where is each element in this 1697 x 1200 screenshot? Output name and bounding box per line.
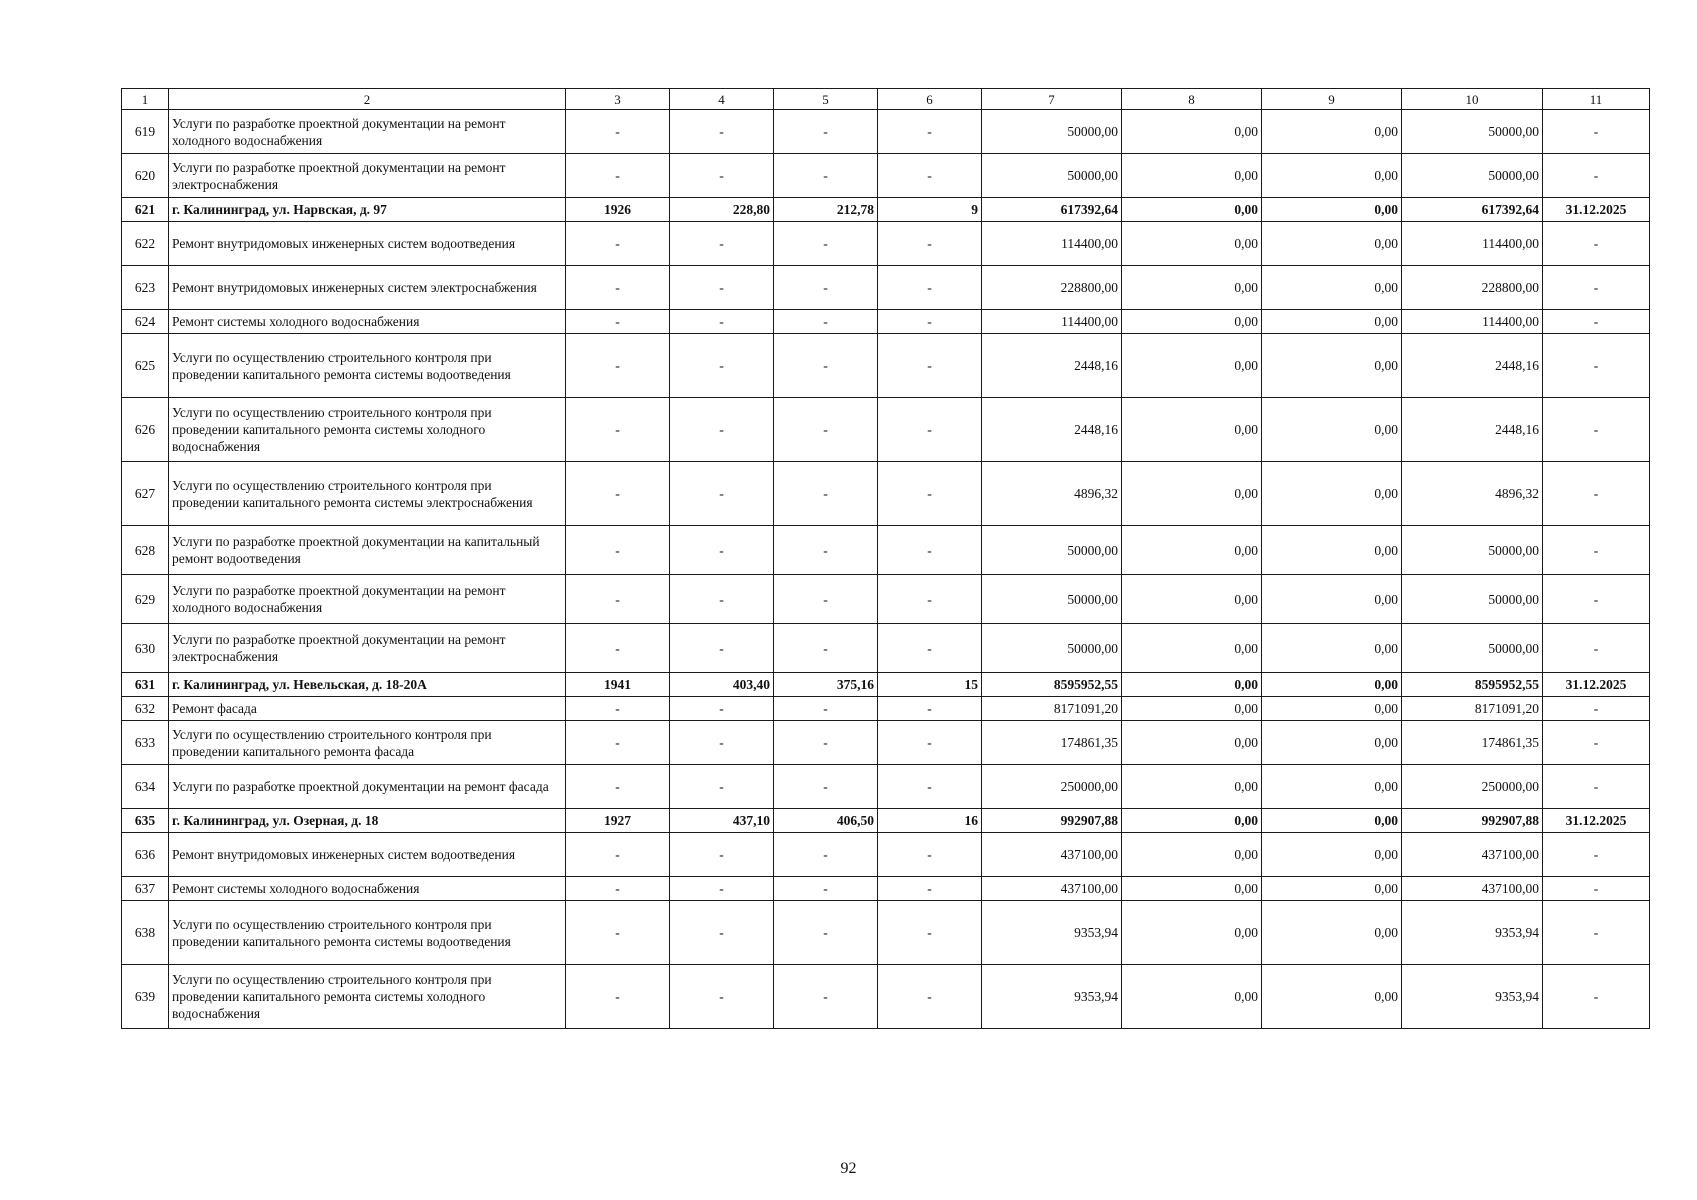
cell-col4: 403,40 <box>670 673 774 697</box>
cell-col7: 50000,00 <box>982 624 1122 673</box>
table-row <box>122 334 1650 398</box>
cell-col5: - <box>774 266 878 310</box>
cell-col3: - <box>566 266 670 310</box>
cell-col3: - <box>566 575 670 624</box>
cell-col5: - <box>774 110 878 154</box>
col-header-11: 11 <box>1543 89 1650 110</box>
row-number: 626 <box>122 398 169 462</box>
col-header-5: 5 <box>774 89 878 110</box>
cell-col11: - <box>1543 110 1650 154</box>
work-name: Услуги по осуществлению строительного контроля при проведении капитального ремонта системы холодного водоснабжения <box>169 398 566 462</box>
cell-col6: - <box>878 222 982 266</box>
cell-col7: 228800,00 <box>982 266 1122 310</box>
cell-col3: 1926 <box>566 198 670 222</box>
table-body <box>122 110 1650 1029</box>
cell-col6: - <box>878 462 982 526</box>
cell-col9: 0,00 <box>1262 334 1402 398</box>
cell-col5: - <box>774 222 878 266</box>
cell-col3: - <box>566 110 670 154</box>
cell-col4: - <box>670 110 774 154</box>
cell-col3: - <box>566 624 670 673</box>
cell-col3: - <box>566 154 670 198</box>
column-number-row <box>122 89 1650 110</box>
cell-col3: - <box>566 526 670 575</box>
cell-col9: 0,00 <box>1262 833 1402 877</box>
cell-col7: 2448,16 <box>982 398 1122 462</box>
work-name: Ремонт системы холодного водоснабжения <box>169 310 566 334</box>
cell-col11: - <box>1543 901 1650 965</box>
cell-col9: 0,00 <box>1262 765 1402 809</box>
cell-col6: - <box>878 833 982 877</box>
table-row <box>122 877 1650 901</box>
work-name: Услуги по осуществлению строительного контроля при проведении капитального ремонта системы электроснабжения <box>169 462 566 526</box>
page-number: 92 <box>840 1160 857 1177</box>
cell-col10: 8595952,55 <box>1402 673 1543 697</box>
cell-col3: - <box>566 462 670 526</box>
cell-col5: - <box>774 462 878 526</box>
cell-col10: 50000,00 <box>1402 110 1543 154</box>
cell-col7: 114400,00 <box>982 222 1122 266</box>
row-number: 633 <box>122 721 169 765</box>
col-header-3: 3 <box>566 89 670 110</box>
cell-col6: - <box>878 575 982 624</box>
table-row <box>122 310 1650 334</box>
cell-col9: 0,00 <box>1262 198 1402 222</box>
cell-col5: - <box>774 575 878 624</box>
work-name: Услуги по осуществлению строительного контроля при проведении капитального ремонта системы водоотведения <box>169 334 566 398</box>
cell-col9: 0,00 <box>1262 697 1402 721</box>
cell-col5: - <box>774 154 878 198</box>
cell-col7: 4896,32 <box>982 462 1122 526</box>
cell-col3: - <box>566 398 670 462</box>
table-row <box>122 624 1650 673</box>
cell-col3: - <box>566 721 670 765</box>
work-name: г. Калининград, ул. Озерная, д. 18 <box>169 809 566 833</box>
cell-col9: 0,00 <box>1262 809 1402 833</box>
table-row <box>122 526 1650 575</box>
cell-col7: 9353,94 <box>982 901 1122 965</box>
col-header-2: 2 <box>169 89 566 110</box>
cell-col3: - <box>566 965 670 1029</box>
cell-col9: 0,00 <box>1262 154 1402 198</box>
cell-col7: 50000,00 <box>982 526 1122 575</box>
cell-col5: - <box>774 901 878 965</box>
cell-col10: 50000,00 <box>1402 624 1543 673</box>
row-number: 632 <box>122 697 169 721</box>
cell-col11: - <box>1543 877 1650 901</box>
work-name: Ремонт внутридомовых инженерных систем водоотведения <box>169 222 566 266</box>
table-row <box>122 398 1650 462</box>
cell-col10: 2448,16 <box>1402 398 1543 462</box>
cell-col4: - <box>670 624 774 673</box>
cell-col10: 992907,88 <box>1402 809 1543 833</box>
cell-col7: 8171091,20 <box>982 697 1122 721</box>
cell-col7: 437100,00 <box>982 833 1122 877</box>
row-number: 630 <box>122 624 169 673</box>
cell-col8: 0,00 <box>1122 673 1262 697</box>
table-row <box>122 575 1650 624</box>
table-row <box>122 697 1650 721</box>
cell-col11: - <box>1543 154 1650 198</box>
row-number: 627 <box>122 462 169 526</box>
cell-col3: 1941 <box>566 673 670 697</box>
cell-col10: 228800,00 <box>1402 266 1543 310</box>
work-name: Услуги по разработке проектной документации на ремонт фасада <box>169 765 566 809</box>
cell-col7: 9353,94 <box>982 965 1122 1029</box>
work-name: Услуги по разработке проектной документации на ремонт холодного водоснабжения <box>169 575 566 624</box>
row-number: 639 <box>122 965 169 1029</box>
table-row <box>122 833 1650 877</box>
cell-col10: 437100,00 <box>1402 833 1543 877</box>
cell-col8: 0,00 <box>1122 266 1262 310</box>
cell-col9: 0,00 <box>1262 310 1402 334</box>
cell-col8: 0,00 <box>1122 110 1262 154</box>
row-number: 629 <box>122 575 169 624</box>
cell-col8: 0,00 <box>1122 965 1262 1029</box>
cell-col9: 0,00 <box>1262 222 1402 266</box>
cell-col11: - <box>1543 222 1650 266</box>
cell-col10: 437100,00 <box>1402 877 1543 901</box>
cell-col8: 0,00 <box>1122 765 1262 809</box>
cell-col3: - <box>566 765 670 809</box>
cell-col11: 31.12.2025 <box>1543 809 1650 833</box>
cell-col10: 8171091,20 <box>1402 697 1543 721</box>
cell-col6: - <box>878 110 982 154</box>
row-number: 637 <box>122 877 169 901</box>
cell-col11: - <box>1543 398 1650 462</box>
cell-col8: 0,00 <box>1122 809 1262 833</box>
cell-col3: 1927 <box>566 809 670 833</box>
cell-col8: 0,00 <box>1122 462 1262 526</box>
cell-col4: - <box>670 901 774 965</box>
cell-col5: - <box>774 877 878 901</box>
cell-col11: - <box>1543 526 1650 575</box>
cell-col11: - <box>1543 965 1650 1029</box>
cell-col10: 50000,00 <box>1402 575 1543 624</box>
cell-col7: 50000,00 <box>982 110 1122 154</box>
cell-col4: - <box>670 877 774 901</box>
row-number: 631 <box>122 673 169 697</box>
cell-col6: 16 <box>878 809 982 833</box>
table-row-address <box>122 673 1650 697</box>
work-name: г. Калининград, ул. Нарвская, д. 97 <box>169 198 566 222</box>
cell-col11: - <box>1543 462 1650 526</box>
cell-col10: 617392,64 <box>1402 198 1543 222</box>
cell-col4: - <box>670 462 774 526</box>
cell-col7: 992907,88 <box>982 809 1122 833</box>
cell-col5: - <box>774 965 878 1029</box>
col-header-7: 7 <box>982 89 1122 110</box>
cell-col7: 250000,00 <box>982 765 1122 809</box>
cell-col9: 0,00 <box>1262 721 1402 765</box>
cell-col6: - <box>878 721 982 765</box>
cell-col11: 31.12.2025 <box>1543 673 1650 697</box>
cell-col9: 0,00 <box>1262 462 1402 526</box>
row-number: 636 <box>122 833 169 877</box>
cell-col8: 0,00 <box>1122 198 1262 222</box>
col-header-6: 6 <box>878 89 982 110</box>
cell-col10: 9353,94 <box>1402 965 1543 1029</box>
cell-col9: 0,00 <box>1262 965 1402 1029</box>
work-name: Ремонт фасада <box>169 697 566 721</box>
work-name: Услуги по осуществлению строительного контроля при проведении капитального ремонта фасада <box>169 721 566 765</box>
cell-col11: - <box>1543 833 1650 877</box>
cell-col11: - <box>1543 765 1650 809</box>
cell-col5: - <box>774 721 878 765</box>
cell-col5: - <box>774 624 878 673</box>
cell-col4: - <box>670 398 774 462</box>
cell-col11: - <box>1543 334 1650 398</box>
cell-col9: 0,00 <box>1262 110 1402 154</box>
cell-col10: 4896,32 <box>1402 462 1543 526</box>
cell-col4: - <box>670 154 774 198</box>
cell-col11: - <box>1543 266 1650 310</box>
cell-col8: 0,00 <box>1122 575 1262 624</box>
cell-col4: 228,80 <box>670 198 774 222</box>
cell-col4: - <box>670 965 774 1029</box>
cell-col8: 0,00 <box>1122 398 1262 462</box>
cell-col5: - <box>774 765 878 809</box>
row-number: 638 <box>122 901 169 965</box>
row-number: 621 <box>122 198 169 222</box>
cell-col6: - <box>878 877 982 901</box>
cell-col10: 250000,00 <box>1402 765 1543 809</box>
cell-col11: - <box>1543 624 1650 673</box>
work-name: Услуги по разработке проектной документации на ремонт электроснабжения <box>169 154 566 198</box>
col-header-8: 8 <box>1122 89 1262 110</box>
cell-col7: 50000,00 <box>982 575 1122 624</box>
cell-col8: 0,00 <box>1122 833 1262 877</box>
row-number: 628 <box>122 526 169 575</box>
cell-col6: - <box>878 154 982 198</box>
cell-col3: - <box>566 222 670 266</box>
row-number: 622 <box>122 222 169 266</box>
table-row <box>122 721 1650 765</box>
cell-col6: 15 <box>878 673 982 697</box>
cell-col8: 0,00 <box>1122 222 1262 266</box>
cell-col10: 2448,16 <box>1402 334 1543 398</box>
cell-col6: - <box>878 965 982 1029</box>
cell-col9: 0,00 <box>1262 624 1402 673</box>
cell-col9: 0,00 <box>1262 673 1402 697</box>
row-number: 620 <box>122 154 169 198</box>
cell-col11: - <box>1543 697 1650 721</box>
col-header-1: 1 <box>122 89 169 110</box>
cell-col3: - <box>566 901 670 965</box>
work-name: Услуги по разработке проектной документации на ремонт холодного водоснабжения <box>169 110 566 154</box>
cell-col4: - <box>670 833 774 877</box>
cell-col8: 0,00 <box>1122 721 1262 765</box>
cell-col6: - <box>878 901 982 965</box>
work-name: Услуги по осуществлению строительного контроля при проведении капитального ремонта системы холодного водоснабжения <box>169 965 566 1029</box>
cell-col7: 174861,35 <box>982 721 1122 765</box>
cell-col4: - <box>670 266 774 310</box>
cell-col6: - <box>878 266 982 310</box>
work-name: Услуги по осуществлению строительного контроля при проведении капитального ремонта системы водоотведения <box>169 901 566 965</box>
cell-col9: 0,00 <box>1262 526 1402 575</box>
row-number: 625 <box>122 334 169 398</box>
cell-col4: - <box>670 697 774 721</box>
cell-col5: 212,78 <box>774 198 878 222</box>
table-row <box>122 154 1650 198</box>
work-name: г. Калининград, ул. Невельская, д. 18-20А <box>169 673 566 697</box>
cell-col10: 50000,00 <box>1402 526 1543 575</box>
cell-col7: 617392,64 <box>982 198 1122 222</box>
cell-col6: 9 <box>878 198 982 222</box>
cell-col8: 0,00 <box>1122 310 1262 334</box>
cell-col10: 114400,00 <box>1402 310 1543 334</box>
cell-col3: - <box>566 833 670 877</box>
cell-col5: - <box>774 526 878 575</box>
row-number: 619 <box>122 110 169 154</box>
cell-col8: 0,00 <box>1122 526 1262 575</box>
cell-col6: - <box>878 398 982 462</box>
work-name: Услуги по разработке проектной документации на капитальный ремонт водоотведения <box>169 526 566 575</box>
cell-col10: 50000,00 <box>1402 154 1543 198</box>
cell-col9: 0,00 <box>1262 877 1402 901</box>
cell-col4: - <box>670 310 774 334</box>
table-row <box>122 901 1650 965</box>
cell-col6: - <box>878 697 982 721</box>
cell-col6: - <box>878 765 982 809</box>
table-row <box>122 222 1650 266</box>
cell-col11: - <box>1543 575 1650 624</box>
col-header-10: 10 <box>1402 89 1543 110</box>
cell-col4: - <box>670 765 774 809</box>
table-row <box>122 462 1650 526</box>
cell-col3: - <box>566 334 670 398</box>
table-row-address <box>122 198 1650 222</box>
cell-col5: - <box>774 398 878 462</box>
cell-col8: 0,00 <box>1122 697 1262 721</box>
cell-col4: - <box>670 222 774 266</box>
cell-col8: 0,00 <box>1122 901 1262 965</box>
table-row <box>122 965 1650 1029</box>
cell-col3: - <box>566 877 670 901</box>
cell-col4: - <box>670 334 774 398</box>
cell-col10: 174861,35 <box>1402 721 1543 765</box>
cell-col5: 406,50 <box>774 809 878 833</box>
cell-col9: 0,00 <box>1262 901 1402 965</box>
cell-col6: - <box>878 526 982 575</box>
work-name: Услуги по разработке проектной документации на ремонт электроснабжения <box>169 624 566 673</box>
row-number: 635 <box>122 809 169 833</box>
cell-col4: - <box>670 526 774 575</box>
work-name: Ремонт системы холодного водоснабжения <box>169 877 566 901</box>
cell-col4: - <box>670 575 774 624</box>
works-table <box>121 88 1650 1029</box>
cell-col4: - <box>670 721 774 765</box>
cell-col8: 0,00 <box>1122 624 1262 673</box>
cell-col11: 31.12.2025 <box>1543 198 1650 222</box>
table-row <box>122 266 1650 310</box>
cell-col10: 114400,00 <box>1402 222 1543 266</box>
cell-col6: - <box>878 334 982 398</box>
cell-col7: 114400,00 <box>982 310 1122 334</box>
cell-col7: 437100,00 <box>982 877 1122 901</box>
table-row-address <box>122 809 1650 833</box>
col-header-9: 9 <box>1262 89 1402 110</box>
col-header-4: 4 <box>670 89 774 110</box>
cell-col7: 50000,00 <box>982 154 1122 198</box>
cell-col7: 8595952,55 <box>982 673 1122 697</box>
table-row <box>122 765 1650 809</box>
cell-col5: 375,16 <box>774 673 878 697</box>
cell-col9: 0,00 <box>1262 398 1402 462</box>
cell-col4: 437,10 <box>670 809 774 833</box>
cell-col11: - <box>1543 721 1650 765</box>
cell-col5: - <box>774 334 878 398</box>
cell-col8: 0,00 <box>1122 154 1262 198</box>
row-number: 634 <box>122 765 169 809</box>
row-number: 624 <box>122 310 169 334</box>
cell-col7: 2448,16 <box>982 334 1122 398</box>
cell-col9: 0,00 <box>1262 575 1402 624</box>
cell-col11: - <box>1543 310 1650 334</box>
cell-col8: 0,00 <box>1122 877 1262 901</box>
cell-col3: - <box>566 310 670 334</box>
work-name: Ремонт внутридомовых инженерных систем водоотведения <box>169 833 566 877</box>
cell-col6: - <box>878 310 982 334</box>
cell-col5: - <box>774 833 878 877</box>
cell-col5: - <box>774 697 878 721</box>
work-name: Ремонт внутридомовых инженерных систем электроснабжения <box>169 266 566 310</box>
cell-col3: - <box>566 697 670 721</box>
cell-col10: 9353,94 <box>1402 901 1543 965</box>
row-number: 623 <box>122 266 169 310</box>
cell-col6: - <box>878 624 982 673</box>
cell-col9: 0,00 <box>1262 266 1402 310</box>
cell-col5: - <box>774 310 878 334</box>
table-row <box>122 110 1650 154</box>
cell-col8: 0,00 <box>1122 334 1262 398</box>
